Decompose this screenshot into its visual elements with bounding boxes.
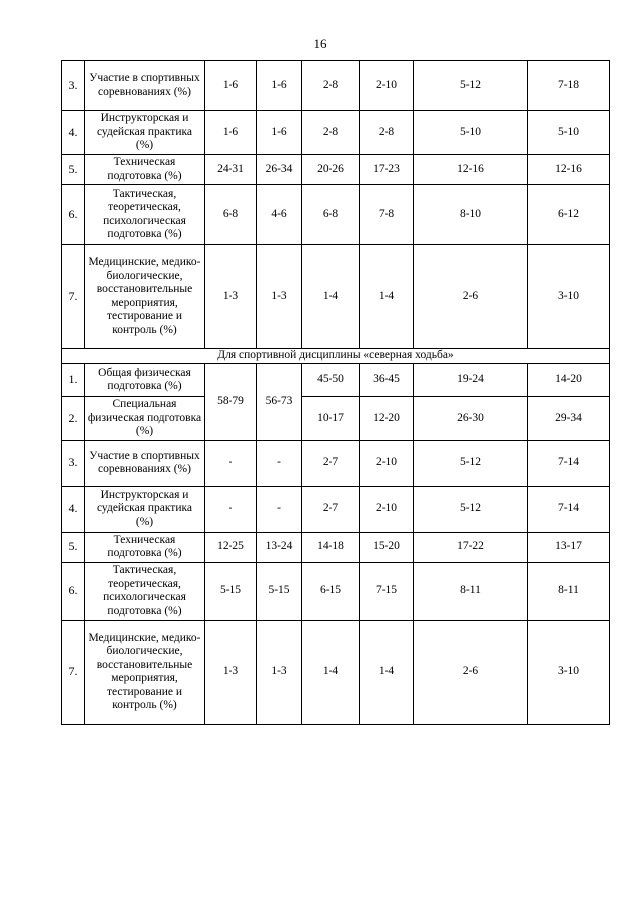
- table-cell: 2-7: [302, 486, 360, 532]
- table-cell: 1-4: [302, 245, 360, 349]
- row-number: 2.: [62, 397, 85, 441]
- table-cell: 3-10: [528, 620, 610, 724]
- row-label: Инструкторская и судейская практика (%): [85, 486, 205, 532]
- row-label: Техническая подготовка (%): [85, 532, 205, 562]
- table-row: [62, 364, 610, 397]
- table-cell: 20-26: [302, 155, 360, 185]
- row-number: 7.: [62, 620, 85, 724]
- table-cell: -: [205, 440, 257, 486]
- merged-cell: 58-79: [205, 364, 257, 441]
- table-row: [62, 440, 610, 486]
- table-cell: 8-11: [528, 562, 610, 620]
- table-cell: 5-10: [528, 111, 610, 155]
- row-number: 4.: [62, 111, 85, 155]
- table-cell: 2-8: [302, 111, 360, 155]
- row-number: 3.: [62, 61, 85, 111]
- table-cell: 7-14: [528, 440, 610, 486]
- table-cell: 2-10: [360, 486, 414, 532]
- merged-cell: 56-73: [257, 364, 302, 441]
- table-row: [62, 245, 610, 349]
- table-cell: 7-15: [360, 562, 414, 620]
- table-cell: 13-17: [528, 532, 610, 562]
- table-row: [62, 620, 610, 724]
- table-row: [62, 155, 610, 185]
- table-cell: 1-6: [205, 111, 257, 155]
- table-cell: 6-12: [528, 185, 610, 245]
- table-cell: -: [257, 440, 302, 486]
- table-cell: 2-10: [360, 61, 414, 111]
- table-cell: 12-16: [528, 155, 610, 185]
- table-cell: 19-24: [414, 364, 528, 397]
- table-cell: 1-6: [205, 61, 257, 111]
- row-number: 6.: [62, 562, 85, 620]
- row-number: 3.: [62, 440, 85, 486]
- table-cell: 2-10: [360, 440, 414, 486]
- table-cell: 7-14: [528, 486, 610, 532]
- section-header: Для спортивной дисциплины «северная ходьба»: [62, 349, 610, 364]
- table-cell: 17-22: [414, 532, 528, 562]
- table-cell: 5-12: [414, 61, 528, 111]
- table-cell: 3-10: [528, 245, 610, 349]
- table-cell: 45-50: [302, 364, 360, 397]
- row-label: Техническая подготовка (%): [85, 155, 205, 185]
- row-number: 5.: [62, 155, 85, 185]
- table-cell: 13-24: [257, 532, 302, 562]
- table-cell: 14-20: [528, 364, 610, 397]
- table-row: [62, 185, 610, 245]
- row-label: Инструкторская и судейская практика (%): [85, 111, 205, 155]
- table-cell: 10-17: [302, 397, 360, 441]
- table-cell: 1-3: [205, 245, 257, 349]
- table-cell: 1-6: [257, 111, 302, 155]
- table-cell: 2-8: [360, 111, 414, 155]
- table-row: [62, 562, 610, 620]
- training-ratio-table: [61, 60, 610, 725]
- table-cell: 2-6: [414, 620, 528, 724]
- table-cell: 1-3: [205, 620, 257, 724]
- row-number: 1.: [62, 364, 85, 397]
- row-label: Медицинские, медико-биологические, восстановительные мероприятия, тестирование и контроль (%): [85, 245, 205, 349]
- table-cell: 2-7: [302, 440, 360, 486]
- table-cell: 1-4: [302, 620, 360, 724]
- table-cell: 6-8: [205, 185, 257, 245]
- table-row: [62, 111, 610, 155]
- section-header-row: [62, 349, 610, 364]
- row-label: Тактическая, теоретическая, психологическая подготовка (%): [85, 185, 205, 245]
- table-cell: 5-10: [414, 111, 528, 155]
- row-number: 7.: [62, 245, 85, 349]
- table-cell: 1-3: [257, 620, 302, 724]
- table-cell: 4-6: [257, 185, 302, 245]
- table-cell: 5-12: [414, 486, 528, 532]
- row-label: Общая физическая подготовка (%): [85, 364, 205, 397]
- table-cell: 15-20: [360, 532, 414, 562]
- row-number: 4.: [62, 486, 85, 532]
- table-cell: 7-8: [360, 185, 414, 245]
- table-row: [62, 397, 610, 441]
- table-cell: 5-15: [257, 562, 302, 620]
- table-cell: 6-15: [302, 562, 360, 620]
- row-label: Специальная физическая подготовка (%): [85, 397, 205, 441]
- table-row: [62, 486, 610, 532]
- row-label: Участие в спортивных соревнованиях (%): [85, 440, 205, 486]
- table-cell: 1-4: [360, 620, 414, 724]
- table-cell: 1-6: [257, 61, 302, 111]
- table-cell: 12-25: [205, 532, 257, 562]
- row-label: Участие в спортивных соревнованиях (%): [85, 61, 205, 111]
- row-label: Медицинские, медико-биологические, восстановительные мероприятия, тестирование и контроль (%): [85, 620, 205, 724]
- table-cell: 26-34: [257, 155, 302, 185]
- table-cell: 12-20: [360, 397, 414, 441]
- table-cell: 17-23: [360, 155, 414, 185]
- table-cell: 14-18: [302, 532, 360, 562]
- table-cell: 29-34: [528, 397, 610, 441]
- row-label: Тактическая, теоретическая, психологическая подготовка (%): [85, 562, 205, 620]
- table-cell: 5-15: [205, 562, 257, 620]
- table-cell: 6-8: [302, 185, 360, 245]
- table-cell: 12-16: [414, 155, 528, 185]
- table-cell: 5-12: [414, 440, 528, 486]
- row-number: 6.: [62, 185, 85, 245]
- table-row: [62, 532, 610, 562]
- table-cell: 26-30: [414, 397, 528, 441]
- table-cell: 2-6: [414, 245, 528, 349]
- table-cell: 2-8: [302, 61, 360, 111]
- table-cell: 1-3: [257, 245, 302, 349]
- page-number: 16: [313, 36, 327, 51]
- row-number: 5.: [62, 532, 85, 562]
- table-cell: 36-45: [360, 364, 414, 397]
- table-cell: 1-4: [360, 245, 414, 349]
- table-row: [62, 61, 610, 111]
- table-cell: 8-10: [414, 185, 528, 245]
- table-cell: 24-31: [205, 155, 257, 185]
- table-cell: 7-18: [528, 61, 610, 111]
- table-cell: -: [205, 486, 257, 532]
- table-cell: 8-11: [414, 562, 528, 620]
- table-cell: -: [257, 486, 302, 532]
